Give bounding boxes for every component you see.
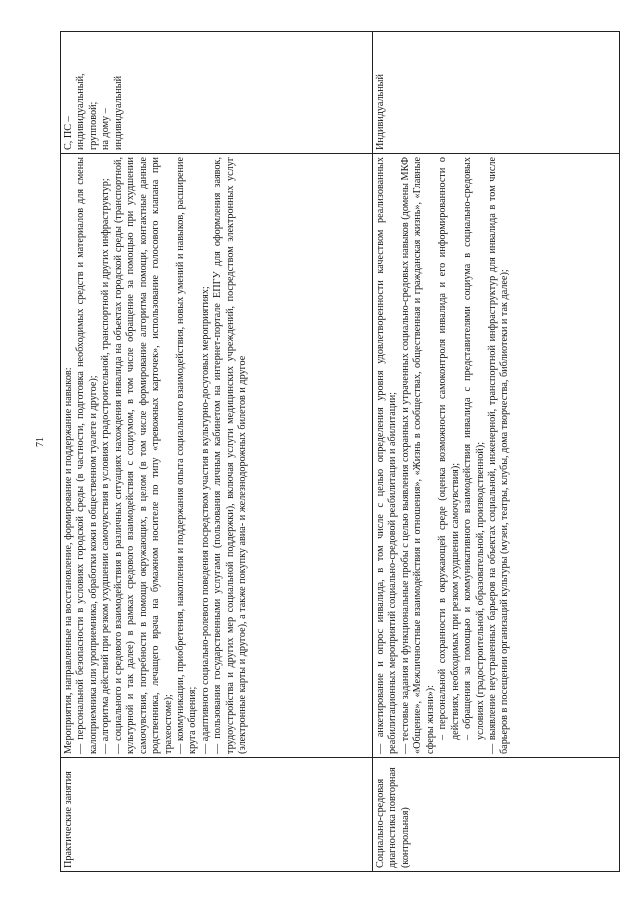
program-table xyxy=(60,31,620,872)
form-type-cell xyxy=(61,32,373,154)
table-row xyxy=(61,32,373,872)
stage-name: Социально-средовая диагностика повторная (контрольная) xyxy=(375,767,411,868)
activity-subline: – персональной сохранности в окружающей среде (оценка возможности самоконтроля инвалида и его информированности о действиях, необходимых при резком ухудшении самочувствия); xyxy=(437,157,461,740)
activities-cell xyxy=(373,154,620,758)
activity-line: — выявление неустраненных барьеров на объектах социальной, инженерной, транспортной инфраструктур для инвалида в том числе барьеров в посещении организаций культуры (музеи, театры, клубы, дома творчества, библиотеки и так далее); xyxy=(486,157,511,754)
table-row xyxy=(373,32,620,872)
activity-line: Мероприятия, направленные на восстановление, формирование и поддержание навыков: xyxy=(63,367,74,754)
form-type-line: на дому – xyxy=(100,108,112,150)
activity-line: — коммуникации, приобретения, накопления и поддержания опыта социального взаимодействия, новых умений и навыков, расширение круга общения; xyxy=(174,157,199,754)
form-type-line: Индивидуальный xyxy=(375,74,386,150)
rotated-content xyxy=(60,32,620,872)
activity-line: — тестовые задания и функциональные пробы с целью выявления сохранных и утраченных социально-средовых навыков (домены МКФ «Общение», «Межличностные взаимодействия и отношения», «Жизнь в сообществах, общественная и гражданская жизнь», «Главные сферы жизни»): xyxy=(399,157,436,754)
page-number: 71 xyxy=(35,437,46,447)
activity-line: — анкетирование и опрос инвалида, в том числе с целью определения уровня удовлетворенности качеством реализованных реабилитационных мероприятий социально-средовой реабилитации и абилитации; xyxy=(375,157,399,754)
form-type-line: групповой; xyxy=(87,101,99,150)
activity-subline: – обращения за помощью и коммуникативного взаимодействия инвалида с представителями социума в социально-средовых условиях (градостроительной, образовательной, производственной); xyxy=(462,157,486,740)
activity-line: — алгоритма действий при резком ухудшении самочувствия в условиях градостроительной, транспортной и других инфраструктур; xyxy=(100,178,112,754)
activities-cell xyxy=(61,154,373,758)
stage-name-cell xyxy=(373,758,620,872)
form-type-line: С, ПС – xyxy=(63,116,74,150)
form-type-line: индивидуальный xyxy=(112,75,124,150)
form-type-line: индивидуальный, xyxy=(75,73,87,150)
stage-name-cell xyxy=(61,758,373,872)
stage-name: Практические занятия xyxy=(63,771,74,868)
activity-line: — персональной безопасности в условиях городской среды (в частности, подготовка необходимых средств и материалов для смены калоприемника или уроприемника, обработки кожи в общественном туалете и другое); xyxy=(75,157,99,754)
activity-line: — пользования государственными услугами (пользования личным кабинетом на интернет-портале ЕПГУ для оформления заявок, трудоустройства и других мер социальной поддержки), включая услуги медицинских учреждений, посредством электронных услуг (электронные карты и другое), а также покупку авиа- и железнодорожных билетов и другое xyxy=(212,157,249,754)
activity-line: — социального и средового взаимодействия в различных ситуациях нахождения инвалида на объектах городской среды (транспортной, культурной и так далее) в рамках средового взаимодействия с социумом, в том числе обращение за помощью при ухудшении самочувствия, потребности в помощи окружающих, в целом (в том числе формирование алгоритма помощи, контактные данные родственника, лечащего врача на бумажном носителе по типу «тревожных карточек», использование голосового клапана при трахеостоме); xyxy=(112,157,174,754)
activity-line: — адаптивного социально-ролевого поведения посредством участия в культурно-досуговых мероприятиях; xyxy=(199,286,211,754)
document-page xyxy=(60,32,620,872)
form-type-cell xyxy=(373,32,620,154)
